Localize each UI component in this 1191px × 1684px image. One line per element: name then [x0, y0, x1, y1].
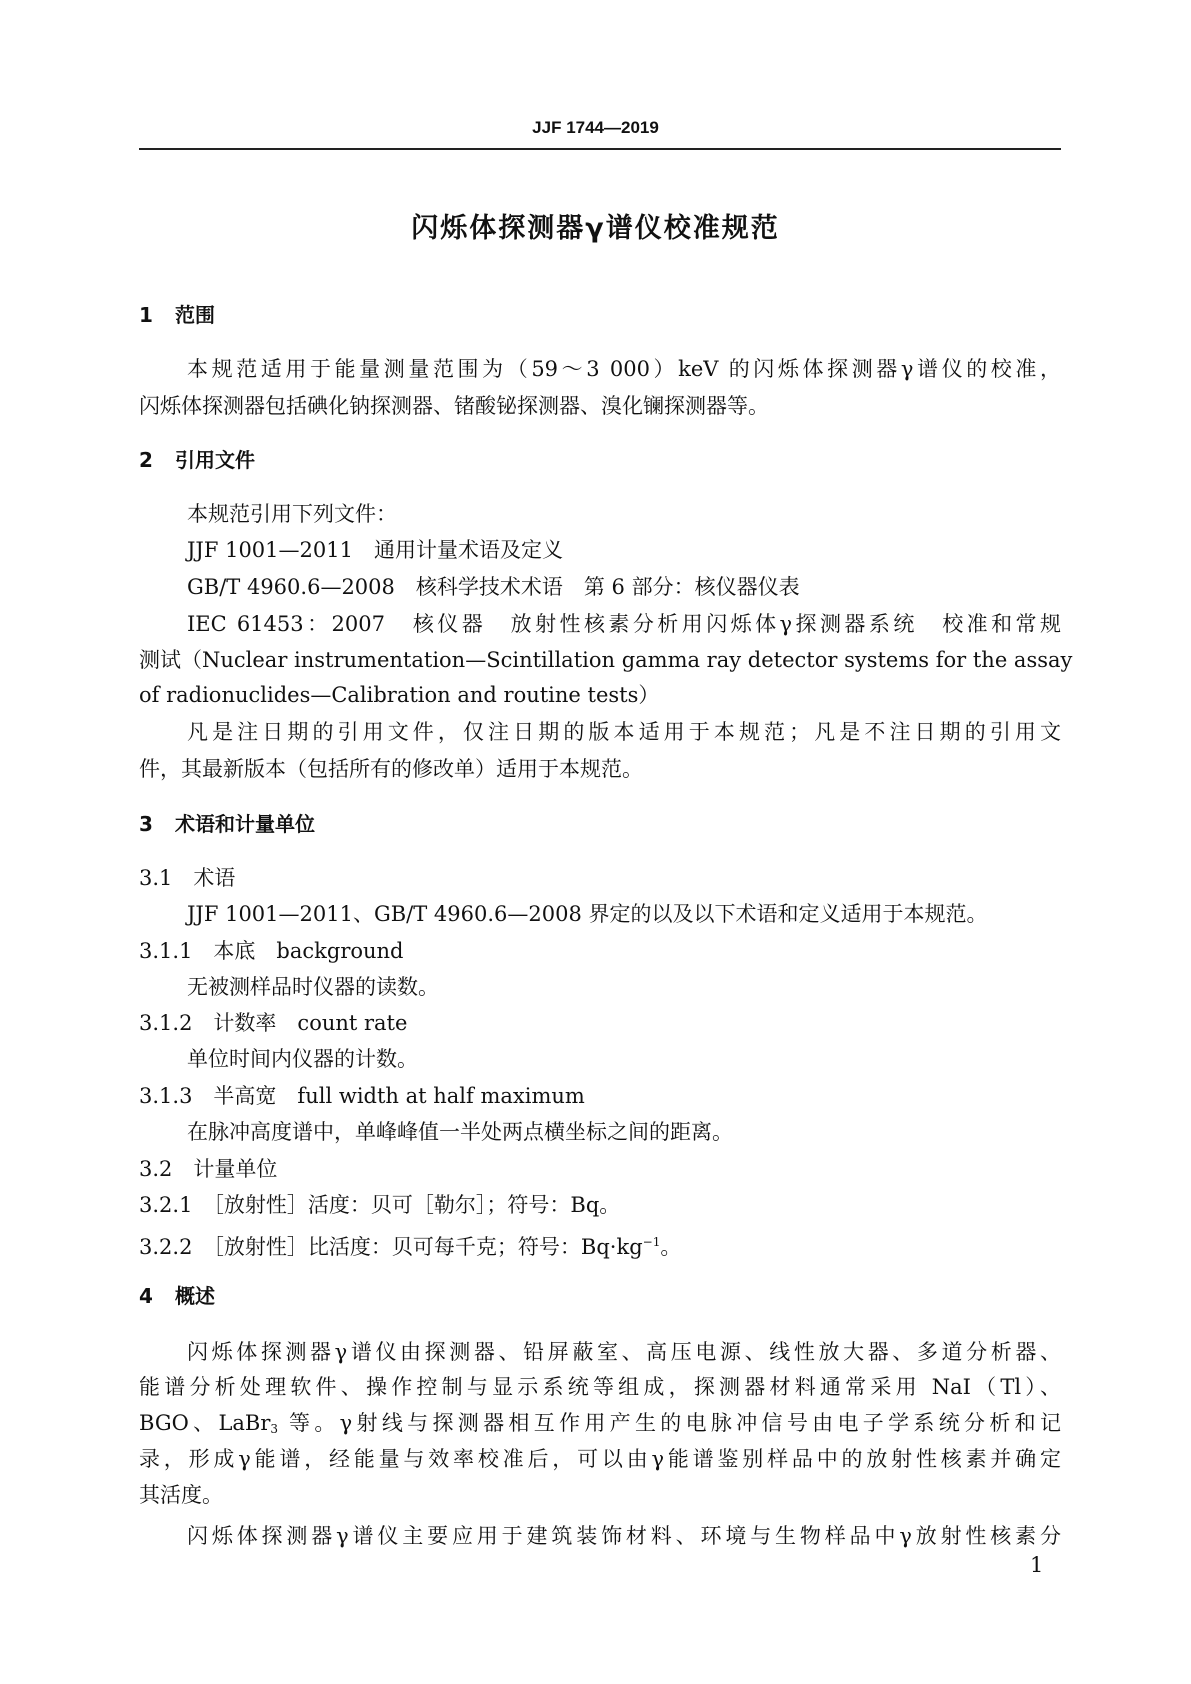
reference-item: 测试（Nuclear instrumentation—Scintillation gamma ray detector systems for the assay — [139, 648, 1073, 672]
paragraph-line: JJF 1001—2011、GB/T 4960.6—2008 界定的以及以下术语和定义适用于本规范。 — [187, 902, 988, 926]
paragraph-line: 本规范引用下列文件： — [187, 502, 397, 526]
paragraph-line: 闪烁体探测器包括碘化钠探测器、锗酸铋探测器、溴化镧探测器等。 — [139, 394, 769, 418]
reference-item: of radionuclides—Calibration and routine tests） — [139, 683, 660, 707]
paragraph-line: 本规范适用于能量测量范围为（59～3 000）keV 的闪烁体探测器γ谱仪的校准， — [187, 357, 1061, 381]
term-heading: 3.1.2 计数率 count rate — [139, 1011, 408, 1035]
paragraph-line: 闪烁体探测器γ谱仪主要应用于建筑装饰材料、环境与生物样品中γ放射性核素分 — [187, 1524, 1061, 1548]
paragraph-line: 录，形成γ能谱，经能量与效率校准后，可以由γ能谱鉴别样品中的放射性核素并确定 — [139, 1447, 1061, 1471]
section-1-heading: 1 范围 — [139, 303, 215, 327]
section-2-heading: 2 引用文件 — [139, 448, 255, 472]
term-definition: 单位时间内仪器的计数。 — [187, 1047, 418, 1071]
paragraph-line: BGO、LaBr$_3$ 等。γ射线与探测器相互作用产生的电脉冲信号由电子学系统分析和记 — [139, 1411, 1062, 1436]
document-title: 闪烁体探测器γ谱仪校准规范 — [411, 213, 780, 244]
term-definition: 在脉冲高度谱中，单峰峰值一半处两点横坐标之间的距离。 — [187, 1120, 733, 1144]
unit-item: 3.2.2 ［放射性］比活度：贝可每千克；符号：$Bq\cdot kg^{-1}$。 — [139, 1235, 682, 1259]
term-heading: 3.1.3 半高宽 full width at half maximum — [139, 1084, 585, 1108]
term-definition: 无被测样品时仪器的读数。 — [187, 975, 439, 999]
header-rule — [139, 148, 1061, 150]
section-4-heading: 4 概述 — [139, 1284, 215, 1308]
document-code-header: JJF 1744—2019 — [532, 118, 659, 137]
unit-item: 3.2.1 ［放射性］活度：贝可［勒尔］；符号：Bq。 — [139, 1193, 621, 1217]
paragraph-line: 凡是注日期的引用文件，仅注日期的版本适用于本规范；凡是不注日期的引用文 — [187, 720, 1061, 744]
reference-item: IEC 61453：2007 核仪器 放射性核素分析用闪烁体γ探测器系统 校准和常规 — [187, 612, 1061, 636]
paragraph-line: 件，其最新版本（包括所有的修改单）适用于本规范。 — [139, 757, 643, 781]
paragraph-line: 其活度。 — [139, 1483, 223, 1507]
subsection-heading: 3.2 计量单位 — [139, 1157, 278, 1181]
section-3-heading: 3 术语和计量单位 — [139, 812, 315, 836]
page-number: 1 — [1030, 1553, 1044, 1577]
paragraph-line: 能谱分析处理软件、操作控制与显示系统等组成，探测器材料通常采用 NaI（Tl）、 — [139, 1375, 1061, 1399]
paragraph-line: 闪烁体探测器γ谱仪由探测器、铅屏蔽室、高压电源、线性放大器、多道分析器、 — [187, 1340, 1061, 1364]
term-heading: 3.1.1 本底 background — [139, 939, 404, 963]
reference-item: JJF 1001—2011 通用计量术语及定义 — [187, 538, 563, 562]
subsection-heading: 3.1 术语 — [139, 866, 236, 890]
reference-item: GB/T 4960.6—2008 核科学技术术语 第 6 部分：核仪器仪表 — [187, 575, 800, 599]
